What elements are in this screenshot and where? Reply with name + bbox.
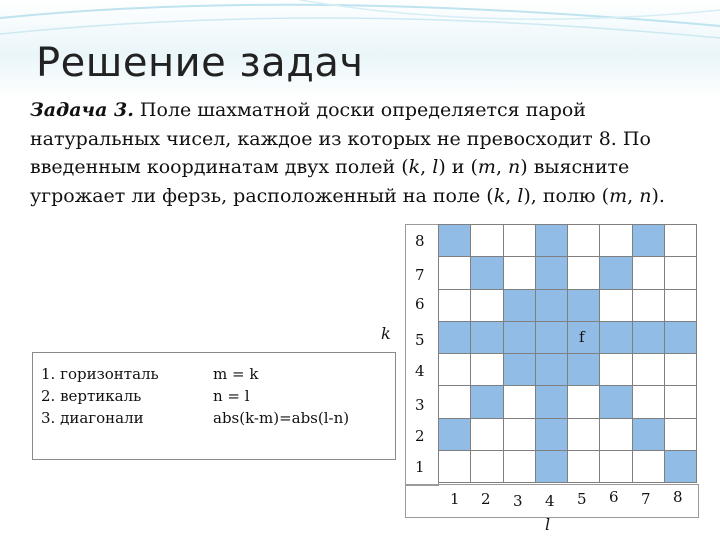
board-square-5-8 <box>567 224 600 257</box>
board-square-7-4 <box>632 353 665 386</box>
condition-item: 1. горизонталь <box>41 365 159 383</box>
board-square-6-1 <box>599 450 632 483</box>
col-label-1: 1 <box>450 490 460 508</box>
board-square-4-4 <box>535 353 568 386</box>
board-square-3-2 <box>503 418 536 451</box>
problem-text-part: ) выясните угрожает ли ферзь, расположенный на поле ( <box>30 156 630 207</box>
var-m: m <box>477 156 496 178</box>
col-label-4: 4 <box>545 492 555 510</box>
board-square-3-4 <box>503 353 536 386</box>
board-square-5-7 <box>567 256 600 289</box>
board-square-3-5 <box>503 321 536 354</box>
problem-text-part: , <box>495 156 509 178</box>
var-n: n <box>639 184 652 207</box>
condition-formula: abs(k-m)=abs(l-n) <box>213 409 350 427</box>
board-square-3-8 <box>503 224 536 257</box>
board-square-2-6 <box>470 289 503 322</box>
board-square-8-2 <box>664 418 697 451</box>
board-square-7-2 <box>632 418 665 451</box>
board-square-1-8 <box>438 224 471 257</box>
board-square-5-4 <box>567 353 600 386</box>
board-square-7-6 <box>632 289 665 322</box>
col-label-3: 3 <box>513 492 523 510</box>
board-square-4-5 <box>535 321 568 354</box>
problem-text <box>30 96 715 210</box>
row-label-6: 6 <box>415 295 425 313</box>
board-square-8-7 <box>664 256 697 289</box>
board-square-6-2 <box>599 418 632 451</box>
board-square-4-2 <box>535 418 568 451</box>
board-square-6-8 <box>599 224 632 257</box>
board-square-3-1 <box>503 450 536 483</box>
problem-text-part: , <box>627 184 640 207</box>
board-square-6-5 <box>599 321 632 354</box>
board-square-7-3 <box>632 385 665 418</box>
board-square-5-3 <box>567 385 600 418</box>
board-square-1-7 <box>438 256 471 289</box>
board-square-2-1 <box>470 450 503 483</box>
var-l: l <box>517 184 524 207</box>
col-axis-letter: l <box>545 515 551 534</box>
col-label-6: 6 <box>609 488 619 506</box>
board-square-5-1 <box>567 450 600 483</box>
queen-label: f <box>579 327 585 346</box>
var-k: k <box>493 184 506 207</box>
board-square-8-1 <box>664 450 697 483</box>
board-square-8-8 <box>664 224 697 257</box>
board-square-7-5 <box>632 321 665 354</box>
var-l: l <box>432 156 439 178</box>
board-square-1-5 <box>438 321 471 354</box>
board-square-4-7 <box>535 256 568 289</box>
var-k: k <box>408 156 421 178</box>
board-square-3-7 <box>503 256 536 289</box>
board-square-5-6 <box>567 289 600 322</box>
row-axis-box <box>405 224 439 486</box>
board-square-6-6 <box>599 289 632 322</box>
board-square-1-4 <box>438 353 471 386</box>
board-square-4-3 <box>535 385 568 418</box>
board-square-4-6 <box>535 289 568 322</box>
col-label-7: 7 <box>641 490 651 508</box>
col-label-8: 8 <box>673 488 683 506</box>
board-square-2-3 <box>470 385 503 418</box>
condition-formula: n = l <box>213 387 250 405</box>
problem-label: Задача 3. <box>30 99 134 121</box>
board-square-8-5 <box>664 321 697 354</box>
board-square-1-3 <box>438 385 471 418</box>
conditions-list <box>41 363 159 429</box>
chess-board <box>438 224 696 482</box>
board-square-7-7 <box>632 256 665 289</box>
problem-text-part: ) и ( <box>438 156 478 178</box>
board-square-6-7 <box>599 256 632 289</box>
row-label-3: 3 <box>415 396 425 414</box>
row-label-5: 5 <box>415 331 425 349</box>
slide-title: Решение задач <box>36 40 364 86</box>
problem-text-part: ), полю ( <box>523 184 610 207</box>
row-label-8: 8 <box>415 232 425 250</box>
row-axis-letter: k <box>381 324 391 343</box>
board-square-7-8 <box>632 224 665 257</box>
conditions-formulas <box>213 363 349 429</box>
row-label-4: 4 <box>415 362 425 380</box>
board-square-2-5 <box>470 321 503 354</box>
board-square-3-6 <box>503 289 536 322</box>
problem-text-part: ). <box>651 184 665 207</box>
row-label-7: 7 <box>415 266 425 284</box>
board-square-1-6 <box>438 289 471 322</box>
board-square-8-4 <box>664 353 697 386</box>
problem-text-part: , <box>505 184 518 207</box>
condition-item: 2. вертикаль <box>41 387 142 405</box>
row-label-1: 1 <box>415 458 425 476</box>
var-n: n <box>508 156 521 178</box>
board-square-1-2 <box>438 418 471 451</box>
board-square-2-2 <box>470 418 503 451</box>
row-label-2: 2 <box>415 427 425 445</box>
board-square-2-8 <box>470 224 503 257</box>
board-square-6-4 <box>599 353 632 386</box>
board-square-7-1 <box>632 450 665 483</box>
board-square-6-3 <box>599 385 632 418</box>
problem-text-part: , <box>420 156 433 178</box>
board-square-8-3 <box>664 385 697 418</box>
condition-item: 3. диагонали <box>41 409 144 427</box>
board-square-4-8 <box>535 224 568 257</box>
var-m: m <box>609 184 628 207</box>
conditions-box <box>32 352 396 460</box>
board-square-4-1 <box>535 450 568 483</box>
board-square-3-3 <box>503 385 536 418</box>
condition-formula: m = k <box>213 365 259 383</box>
board-square-1-1 <box>438 450 471 483</box>
col-label-2: 2 <box>481 490 491 508</box>
board-square-2-4 <box>470 353 503 386</box>
board-square-5-2 <box>567 418 600 451</box>
board-square-2-7 <box>470 256 503 289</box>
problem-text-part: Поле шахматной доски определяется парой натуральных чисел, каждое из которых не превосходит 8. По введенным координатам двух полей ( <box>30 99 651 178</box>
col-label-5: 5 <box>577 490 587 508</box>
board-square-8-6 <box>664 289 697 322</box>
